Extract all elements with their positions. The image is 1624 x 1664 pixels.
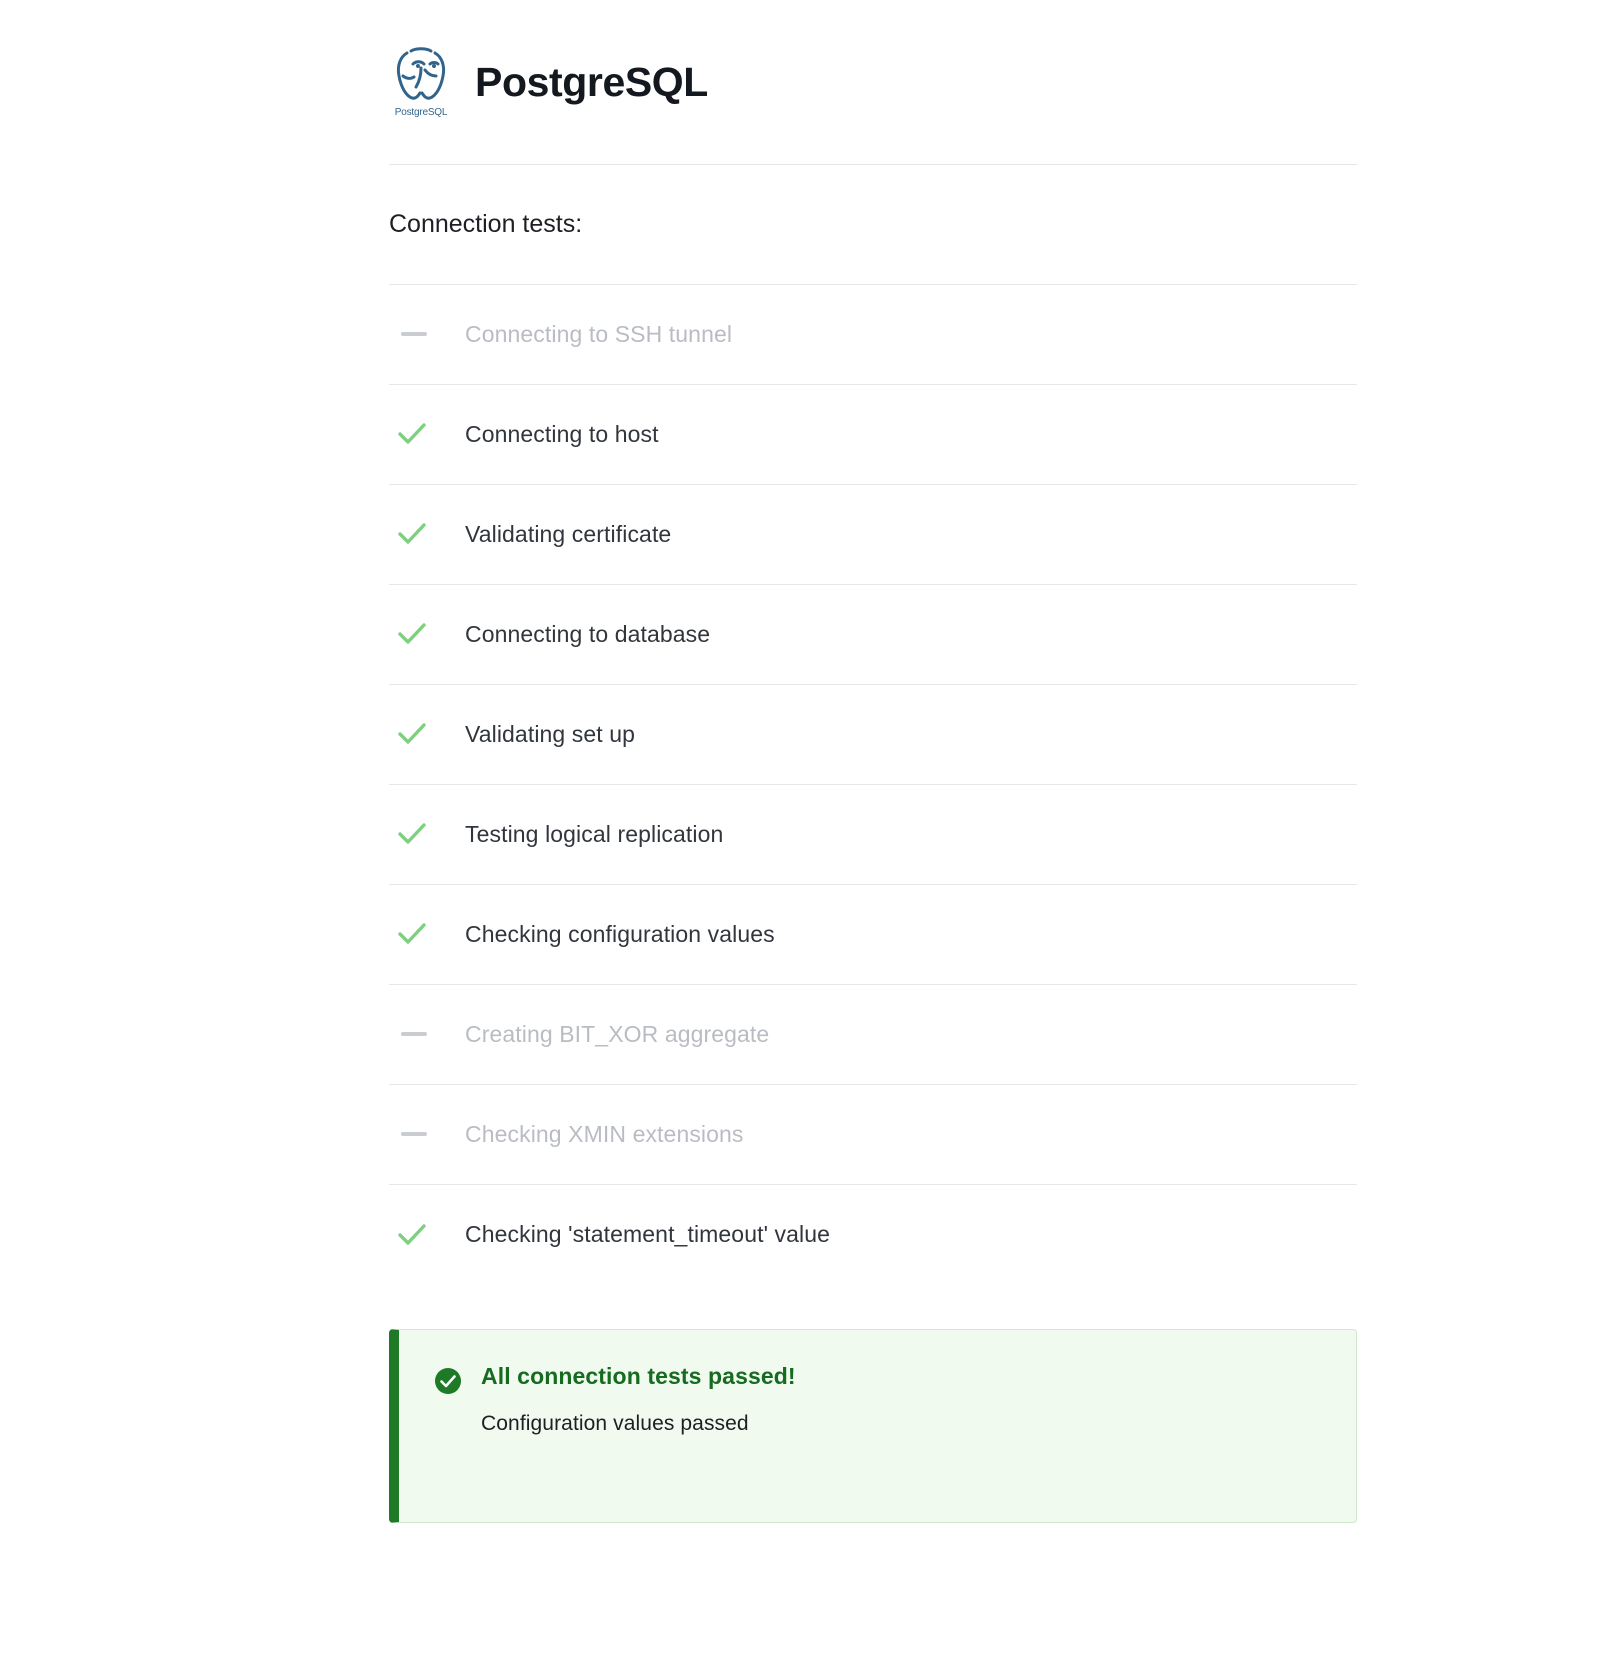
test-row (389, 1185, 1357, 1285)
check-icon (397, 1222, 427, 1248)
test-row (389, 885, 1357, 985)
test-row (389, 285, 1357, 385)
test-status (389, 621, 465, 647)
test-label: Connecting to SSH tunnel (465, 320, 733, 347)
check-icon (397, 521, 427, 547)
test-status (389, 821, 465, 847)
test-label: Connecting to host (465, 420, 659, 447)
test-status (389, 1132, 465, 1136)
check-icon (397, 921, 427, 947)
page-title: PostgreSQL (475, 58, 708, 105)
test-label: Checking 'statement_timeout' value (465, 1221, 831, 1247)
test-status (389, 421, 465, 447)
test-label: Connecting to database (465, 620, 711, 647)
test-row (389, 985, 1357, 1085)
test-row (389, 685, 1357, 785)
postgresql-elephant-icon (389, 46, 453, 118)
test-label: Testing logical replication (465, 820, 724, 847)
content-column (389, 0, 1357, 1523)
dash-icon (401, 1132, 427, 1136)
banner-text (481, 1362, 796, 1488)
test-label: Checking configuration values (465, 920, 775, 947)
test-label: Creating BIT_XOR aggregate (465, 1020, 770, 1047)
test-status (389, 921, 465, 947)
logo-caption: PostgreSQL (394, 107, 448, 118)
test-row (389, 785, 1357, 885)
test-status (389, 521, 465, 547)
section-title: Connection tests: (389, 210, 583, 238)
test-label: Validating certificate (465, 520, 672, 547)
test-row (389, 385, 1357, 485)
test-status (389, 721, 465, 747)
check-circle-icon (433, 1362, 481, 1488)
test-status (389, 1032, 465, 1036)
status-banner (389, 1329, 1357, 1523)
check-icon (397, 421, 427, 447)
test-status (389, 1222, 465, 1248)
banner-subtitle: Configuration values passed (481, 1411, 749, 1435)
dash-icon (401, 332, 427, 336)
dash-icon (401, 1032, 427, 1036)
app-header (389, 0, 1357, 118)
banner-title: All connection tests passed! (481, 1362, 796, 1389)
test-status (389, 332, 465, 336)
test-label: Validating set up (465, 720, 636, 747)
test-label: Checking XMIN extensions (465, 1120, 744, 1147)
check-icon (397, 621, 427, 647)
check-icon (397, 721, 427, 747)
check-icon (397, 821, 427, 847)
connection-tests-list (389, 284, 1357, 1285)
test-row (389, 485, 1357, 585)
test-row (389, 1085, 1357, 1185)
test-row (389, 585, 1357, 685)
